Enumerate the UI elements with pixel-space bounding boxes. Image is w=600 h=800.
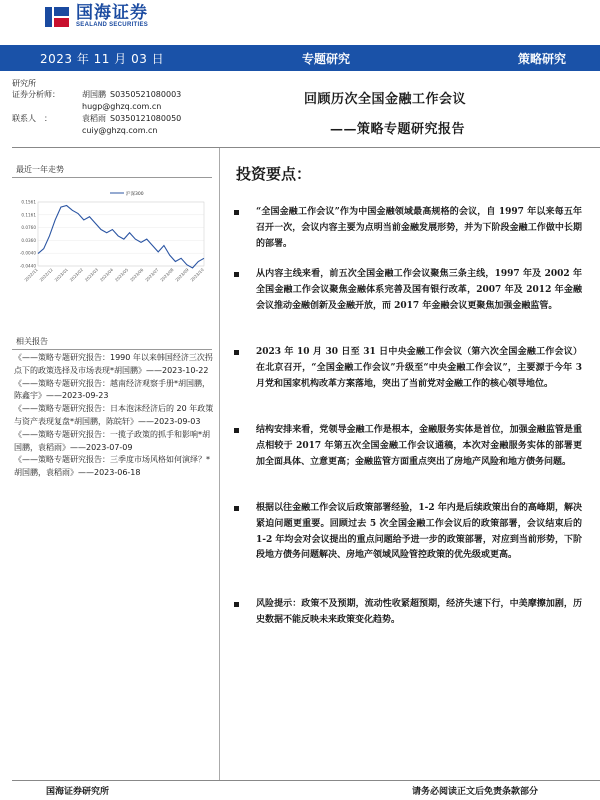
- report-category: 策略研究: [518, 51, 567, 66]
- bullet-square-icon: [234, 506, 239, 511]
- logo-mark-icon: [44, 4, 70, 30]
- x-tick-label: 2023/09: [174, 267, 190, 283]
- related-report-item[interactable]: 《——策略专题研究报告：三季度市场风格如何演绎？*胡国鹏，袁稻雨》——2023-06-18: [14, 455, 210, 478]
- key-point-text: 从内容主线来看，前五次全国金融工作会议聚焦三条主线，1997 年及 2002 年全国金融工作会议聚焦金融体系完善及国有银行改革，2007 年及 2012 年金融会议推动金融创新及金融开放，而 2017 年金融会议更聚焦加强金融监管。: [256, 269, 582, 311]
- report-title: 回顾历次全国金融工作会议: [304, 92, 467, 107]
- footer-institute: 国海证券研究所: [46, 787, 110, 797]
- x-tick-label: 2023/07: [144, 267, 160, 283]
- analyst-role: 证券分析师：: [12, 90, 60, 99]
- y-tick-label: 0.1161: [21, 212, 36, 218]
- header-banner: [0, 45, 600, 71]
- analyst-email[interactable]: cuiy@ghzq.com.cn: [82, 126, 158, 135]
- key-point: [234, 345, 582, 392]
- trend-chart: [12, 180, 212, 300]
- analyst-email-row: [12, 125, 181, 137]
- related-divider: [12, 349, 212, 350]
- company-logo: [44, 2, 148, 32]
- analyst-email-row: [12, 101, 181, 113]
- logo-text-cn: 国海证券: [76, 3, 148, 23]
- analyst-row: [12, 113, 181, 125]
- logo-text-en: SEALAND SECURITIES: [76, 22, 149, 28]
- x-tick-label: 2022/11: [23, 267, 39, 283]
- key-point-text: 根据以往金融工作会议后政策部署经验，1-2 年内是后续政策出台的高峰期，解决紧迫问题更重要。回顾过去 5 次全国金融工作会议后的政策部署，会议结束后的 1-2 年均会对会议提出的重点问题给予进一步的政策部署，对应到当前形势，下阶段地方债务问题解决、房地产领域风险管控政策的优先级或更高。: [256, 503, 582, 561]
- institute-label: 研究所: [12, 79, 36, 88]
- analyst-name: 胡国鹏: [82, 90, 106, 99]
- related-report-item[interactable]: 《——策略专题研究报告：1990 年以来韩国经济三次拐点下的政策选择及市场表现*胡国鹏》——2023-10-22: [14, 353, 213, 375]
- analyst-row: [12, 89, 181, 101]
- related-report-item[interactable]: 《——策略专题研究报告：越南经济观察手册*胡国鹏，陈鑫宇》——2023-09-23: [14, 378, 210, 401]
- x-tick-label: 2023/08: [159, 267, 175, 283]
- related-reports-list: [14, 352, 214, 480]
- y-tick-label: 0.0760: [21, 225, 36, 231]
- bullet-square-icon: [234, 272, 239, 277]
- x-tick-label: 2023/03: [83, 267, 100, 283]
- x-tick-label: 2023/02: [68, 267, 84, 283]
- bullet-square-icon: [234, 602, 239, 607]
- x-tick-label: 2023/10: [189, 267, 205, 283]
- analyst-email[interactable]: hugp@ghzq.com.cn: [82, 102, 162, 111]
- y-tick-label: 0.0360: [21, 237, 36, 243]
- related-report-item[interactable]: 《——策略专题研究报告：一揽子政策的抓手和影响*胡国鹏，袁稻雨》——2023-07-09: [14, 429, 210, 452]
- report-type: 专题研究: [302, 51, 351, 66]
- key-point-text: 风险提示：政策不及预期，流动性收紧超预期，经济失速下行，中美摩擦加剧，历史数据不能反映未来政策变化趋势。: [256, 599, 582, 625]
- chart-legend: [110, 190, 144, 197]
- y-tick-label: -0.0040: [19, 250, 36, 256]
- key-point: [234, 267, 582, 314]
- x-tick-label: 2023/01: [53, 267, 69, 283]
- analyst-role: 联系人 ：: [12, 114, 52, 123]
- header-divider: [12, 147, 600, 148]
- key-point-text: “全国金融工作会议”作为中国金融领域最高规格的会议，自 1997 年以来每五年召开一次，会议内容主要为点明当前金融发展形势，并为下阶段金融工作做中长期的部署。: [256, 207, 582, 249]
- bullet-square-icon: [234, 350, 239, 355]
- x-tick-label: 2023/06: [129, 267, 145, 283]
- trend-divider: [12, 177, 212, 178]
- related-report-item[interactable]: 《——策略专题研究报告：日本泡沫经济后的 20 年政策与资产表现复盘*胡国鹏，陈皖轩》——2023-09-03: [14, 404, 214, 426]
- key-points-title: 投资要点：: [236, 165, 312, 183]
- report-subtitle: ——策略专题研究报告: [330, 122, 466, 137]
- key-point-text: 结构安排来看，党领导金融工作是根本，金融服务实体是首位，加强金融监管是重点相较于 2017 年第五次全国金融工作会议通稿，本次对金融服务实体的部署更加全面具体、立意更高；金融监管方面重点突出了房地产风险和地方债务问题。: [256, 425, 582, 467]
- footer-disclaimer: 请务必阅读正文后免责条款部分: [412, 787, 539, 797]
- trend-title: 最近一年走势: [16, 165, 64, 174]
- key-point-text: 2023 年 10 月 30 日至 31 日中央金融工作会议（第六次全国金融工作会议）在北京召开，“全国金融工作会议”升级至“中央金融工作会议”，主要源于今年 3 月党和国家机构改革方案落地，突出了当前党对金融工作的核心领导地位。: [256, 347, 582, 389]
- footer-divider: [12, 780, 600, 781]
- legend-label: 沪深300: [126, 192, 144, 197]
- x-tick-label: 2022/12: [38, 267, 54, 283]
- key-point: [234, 423, 582, 470]
- key-point: [234, 597, 582, 629]
- chart-frame: [38, 202, 204, 266]
- related-reports-title: 相关报告: [16, 337, 48, 346]
- bullet-square-icon: [234, 210, 239, 215]
- column-divider: [219, 148, 220, 780]
- y-tick-label: -0.0440: [19, 263, 36, 269]
- analyst-cert: S0350521080003: [110, 90, 182, 99]
- x-tick-label: 2023/04: [98, 267, 115, 283]
- analyst-cert: S0350121080050: [110, 114, 182, 123]
- key-point: [234, 501, 582, 564]
- analyst-block: [12, 89, 181, 137]
- bullet-square-icon: [234, 428, 239, 433]
- report-date: 2023 年 11 月 03 日: [40, 51, 165, 66]
- x-tick-label: 2023/05: [113, 267, 130, 283]
- key-point: [234, 205, 582, 252]
- y-tick-label: 0.1561: [21, 199, 36, 205]
- analyst-name: 袁稻雨: [82, 114, 106, 123]
